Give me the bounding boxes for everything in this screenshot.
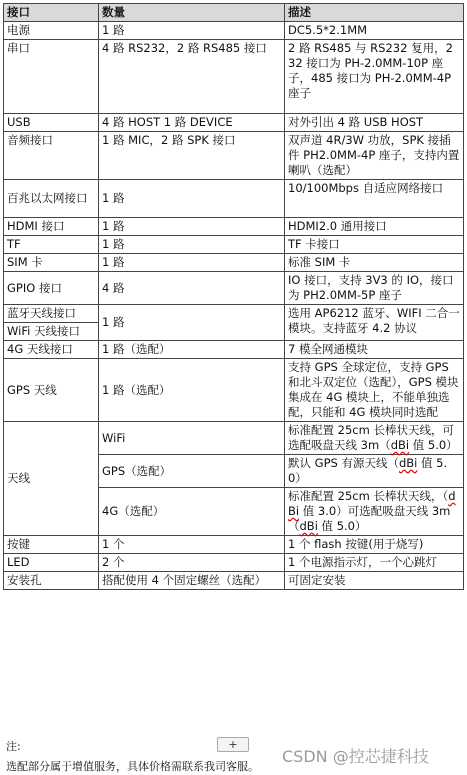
desc-text: 默认 GPS 有源天线（ (288, 456, 399, 470)
header-cell: 数量 (99, 4, 285, 22)
dbi-text: dBi (390, 438, 410, 452)
qty-cell: 1 路 (99, 236, 285, 254)
desc-cell: 7 模全网通模块 (285, 341, 464, 359)
iface-cell: TF (4, 236, 99, 254)
table-row (4, 341, 464, 359)
desc-text: 标准配置 25cm 长棒状天线，可选配吸盘天线 3m（ (288, 423, 454, 452)
qty-cell: 1 路（选配） (99, 341, 285, 359)
iface-cell: USB (4, 114, 99, 132)
bt-antenna-label: 蓝牙天线接口 (4, 305, 98, 323)
table-row (4, 22, 464, 40)
header-cell: 描述 (285, 4, 464, 22)
desc-cell (285, 488, 464, 536)
desc-cell: 标准 SIM 卡 (285, 254, 464, 272)
qty-cell: 1 路（选配） (99, 359, 285, 422)
footer-text: 选配部分属于增值服务，具体价格需联系我司客服。 (6, 760, 259, 773)
table-row (4, 114, 464, 132)
desc-text: 值 5.0） (317, 519, 367, 533)
qty-cell: 1 个 (99, 536, 285, 554)
table-row (4, 236, 464, 254)
desc-cell: 支持 GPS 全球定位，支持 GPS 和北斗双定位（选配），GPS 模块集成在 4G 模块上，不能单独选配，只能和 4G 模块同时选配 (285, 359, 464, 422)
qty-cell: 2 个 (99, 554, 285, 572)
table-row (4, 359, 464, 422)
desc-cell: IO 接口，支持 3V3 的 IO，接口为 PH2.0MM-5P 座子 (285, 272, 464, 305)
qty-cell: 1 路 (99, 254, 285, 272)
qty-cell: 1 路 (99, 180, 285, 218)
table-header-row (4, 4, 464, 22)
desc-cell: 双声道 4R/3W 功放，SPK 接插件 PH2.0MM-4P 座子，支持内置喇叭（选配） (285, 132, 464, 180)
iface-cell (4, 305, 99, 341)
desc-cell: 10/100Mbps 自适应网络接口 (285, 180, 464, 218)
qty-cell: 1 路 MIC，2 路 SPK 接口 (99, 132, 285, 180)
iface-cell: LED (4, 554, 99, 572)
qty-cell: 4G（选配） (99, 488, 285, 536)
desc-text: 值 5.0） (288, 456, 448, 485)
desc-cell: HDMI2.0 通用接口 (285, 218, 464, 236)
desc-text: 值 5.0） (409, 438, 458, 452)
iface-cell: 4G 天线接口 (4, 341, 99, 359)
spec-table (3, 3, 464, 590)
qty-cell: 1 路 (99, 22, 285, 40)
desc-cell: 可固定安装 (285, 572, 464, 590)
table-row (4, 554, 464, 572)
desc-cell: 1 个 flash 按键(用于烧写) (285, 536, 464, 554)
qty-cell: WiFi (99, 422, 285, 455)
dbi-text: dBi (288, 489, 456, 518)
qty-cell: 4 路 HOST 1 路 DEVICE (99, 114, 285, 132)
iface-cell: 天线 (4, 422, 99, 536)
desc-text: 值 3.0）可选配吸盘天线 3m（ (288, 504, 451, 533)
qty-cell: 1 路 (99, 218, 285, 236)
desc-cell: DC5.5*2.1MM (285, 22, 464, 40)
desc-cell (285, 422, 464, 455)
iface-cell: GPS 天线 (4, 359, 99, 422)
iface-cell: 安装孔 (4, 572, 99, 590)
iface-cell: 串口 (4, 40, 99, 114)
table-row (4, 305, 464, 341)
iface-cell: 电源 (4, 22, 99, 40)
dbi-text: dBi (299, 519, 318, 533)
table-row (4, 218, 464, 236)
qty-cell: 4 路 RS232，2 路 RS485 接口 (99, 40, 285, 114)
qty-cell: 4 路 (99, 272, 285, 305)
table-row (4, 40, 464, 114)
desc-cell: 1 个电源指示灯，一个心跳灯 (285, 554, 464, 572)
desc-text: 标准配置 25cm 长棒状天线，（ (288, 489, 449, 503)
table-row (4, 254, 464, 272)
table-row (4, 132, 464, 180)
dbi-text: dBi (398, 456, 418, 470)
iface-cell: 按键 (4, 536, 99, 554)
table-row (4, 536, 464, 554)
header-cell: 接口 (4, 4, 99, 22)
table-row (4, 572, 464, 590)
desc-cell: 对外引出 4 路 USB HOST (285, 114, 464, 132)
desc-cell: 选用 AP6212 蓝牙、WIFI 二合一模块。支持蓝牙 4.2 协议 (285, 305, 464, 341)
iface-cell: SIM 卡 (4, 254, 99, 272)
wifi-antenna-label: WiFi 天线接口 (7, 324, 80, 338)
table-row (4, 272, 464, 305)
watermark: CSDN @控芯捷科技 (282, 747, 429, 766)
qty-cell: 1 路 (99, 305, 285, 341)
iface-cell: GPIO 接口 (4, 272, 99, 305)
qty-cell: 搭配使用 4 个固定螺丝（选配） (99, 572, 285, 590)
iface-cell: 百兆以太网接口 (4, 180, 99, 218)
table-row (4, 180, 464, 218)
iface-cell: 音频接口 (4, 132, 99, 180)
note-label: 注: (6, 740, 21, 753)
qty-cell: GPS（选配） (99, 455, 285, 488)
desc-cell (285, 455, 464, 488)
desc-cell: 2 路 RS485 与 RS232 复用，232 接口为 PH-2.0MM-10P 座子，485 接口为 PH-2.0MM-4P 座子 (285, 40, 464, 114)
table-row (4, 422, 464, 455)
iface-cell: HDMI 接口 (4, 218, 99, 236)
add-row-button[interactable]: + (217, 737, 249, 752)
desc-cell: TF 卡接口 (285, 236, 464, 254)
